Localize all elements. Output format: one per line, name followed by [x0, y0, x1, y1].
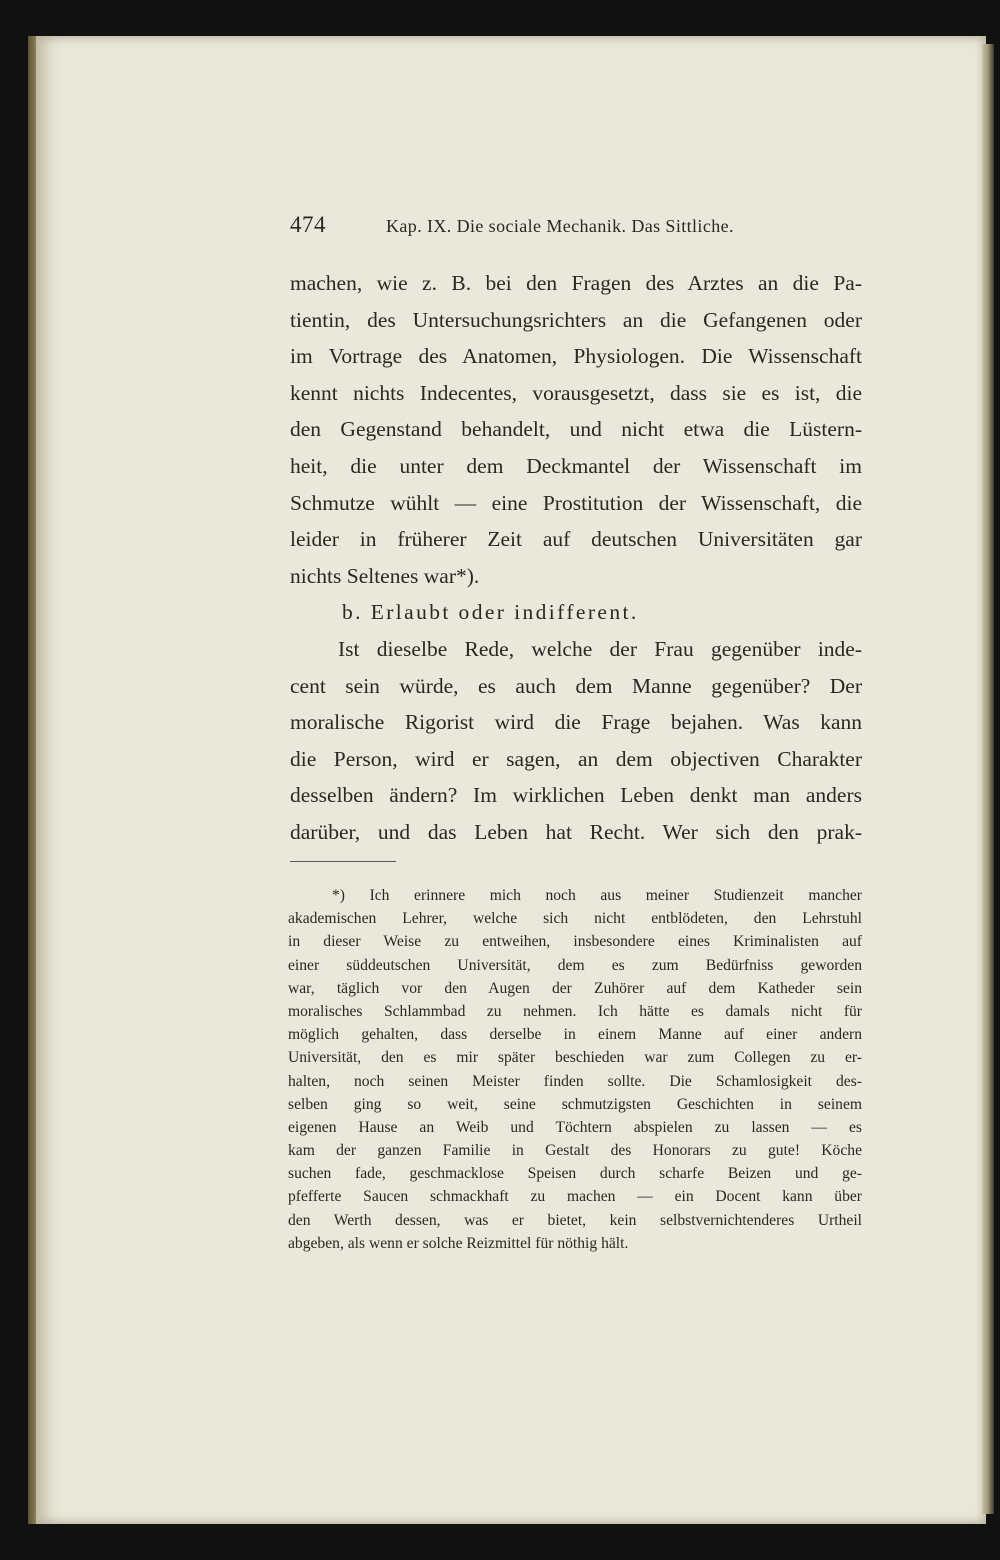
footnote-line: pfefferte Saucen schmackhaft zu machen — ein Docent kann über	[288, 1188, 862, 1206]
body-line: moralische Rigorist wird die Frage bejahen. Was kann	[290, 710, 862, 735]
footnote-line: selben ging so weit, seine schmutzigsten Geschichten in seinem	[288, 1095, 862, 1113]
body-line: heit, die unter dem Deckmantel der Wissenschaft im	[290, 453, 862, 478]
footnote-line: einer süddeutschen Universität, dem es zum Bedürfniss geworden	[288, 956, 862, 974]
footnote-line: kam der ganzen Familie in Gestalt des Honorars zu gute! Köche	[288, 1142, 862, 1160]
footnote-line: den Werth dessen, was er bietet, kein selbstvernichtenderes Urtheil	[288, 1211, 862, 1229]
footnote-line: halten, noch seinen Meister finden sollte. Die Schamlosigkeit des-	[288, 1072, 862, 1090]
body-line: die Person, wird er sagen, an dem objectiven Charakter	[290, 746, 862, 771]
footnote-line: akademischen Lehrer, welche sich nicht entblödeten, den Lehrstuhl	[288, 910, 862, 928]
body-line: Ist dieselbe Rede, welche der Frau gegenüber inde-	[338, 636, 862, 661]
footnote-line: suchen fade, geschmacklose Speisen durch scharfe Beizen und ge-	[288, 1165, 862, 1183]
body-line: desselben ändern? Im wirklichen Leben denkt man anders	[290, 783, 862, 808]
footnote-line: moralisches Schlammbad zu nehmen. Ich hätte es damals nicht für	[288, 1002, 862, 1020]
page-number: 474	[290, 212, 326, 237]
footnote-line: war, täglich vor den Augen der Zuhörer auf dem Katheder sein	[288, 979, 862, 997]
body-line: darüber, und das Leben hat Recht. Wer sich den prak-	[290, 819, 862, 844]
body-line: tientin, des Untersuchungsrichters an die Gefangenen oder	[290, 307, 862, 332]
body-line: cent sein würde, es auch dem Manne gegenüber? Der	[290, 673, 862, 698]
running-head: Kap. IX. Die sociale Mechanik. Das Sittliche.	[386, 216, 734, 236]
footnote-line: in dieser Weise zu entweihen, insbesondere eines Kriminalisten auf	[288, 933, 862, 951]
body-line: den Gegenstand behandelt, und nicht etwa die Lüstern-	[290, 417, 862, 442]
footnote	[288, 884, 862, 1255]
footnote-line: abgeben, als wenn er solche Reizmittel für nöthig hält.	[288, 1234, 629, 1252]
body-line: im Vortrage des Anatomen, Physiologen. Die Wissenschaft	[290, 344, 862, 369]
footnote-line: *) Ich erinnere mich noch aus meiner Studienzeit mancher	[332, 887, 862, 904]
footnote-line: möglich gehalten, dass derselbe in einem Manne auf einer andern	[288, 1026, 862, 1044]
main-text	[290, 265, 862, 851]
footnote-line: eigenen Hause an Weib und Töchtern abspielen zu lassen — es	[288, 1118, 862, 1136]
body-line: leider in früherer Zeit auf deutschen Universitäten gar	[290, 527, 862, 552]
page-header	[290, 212, 870, 248]
page-fore-edge	[982, 44, 994, 1514]
body-line: nichts Seltenes war*).	[290, 563, 480, 588]
body-line: kennt nichts Indecentes, vorausgesetzt, dass sie es ist, die	[290, 380, 862, 405]
footnote-line: Universität, den es mir später beschieden war zum Collegen zu er-	[288, 1049, 862, 1067]
section-heading: b. Erlaubt oder indifferent.	[342, 600, 639, 625]
footnote-separator	[290, 861, 396, 862]
body-line: Schmutze wühlt — eine Prostitution der Wissenschaft, die	[290, 490, 862, 515]
body-line: machen, wie z. B. bei den Fragen des Arztes an die Pa-	[290, 271, 862, 295]
